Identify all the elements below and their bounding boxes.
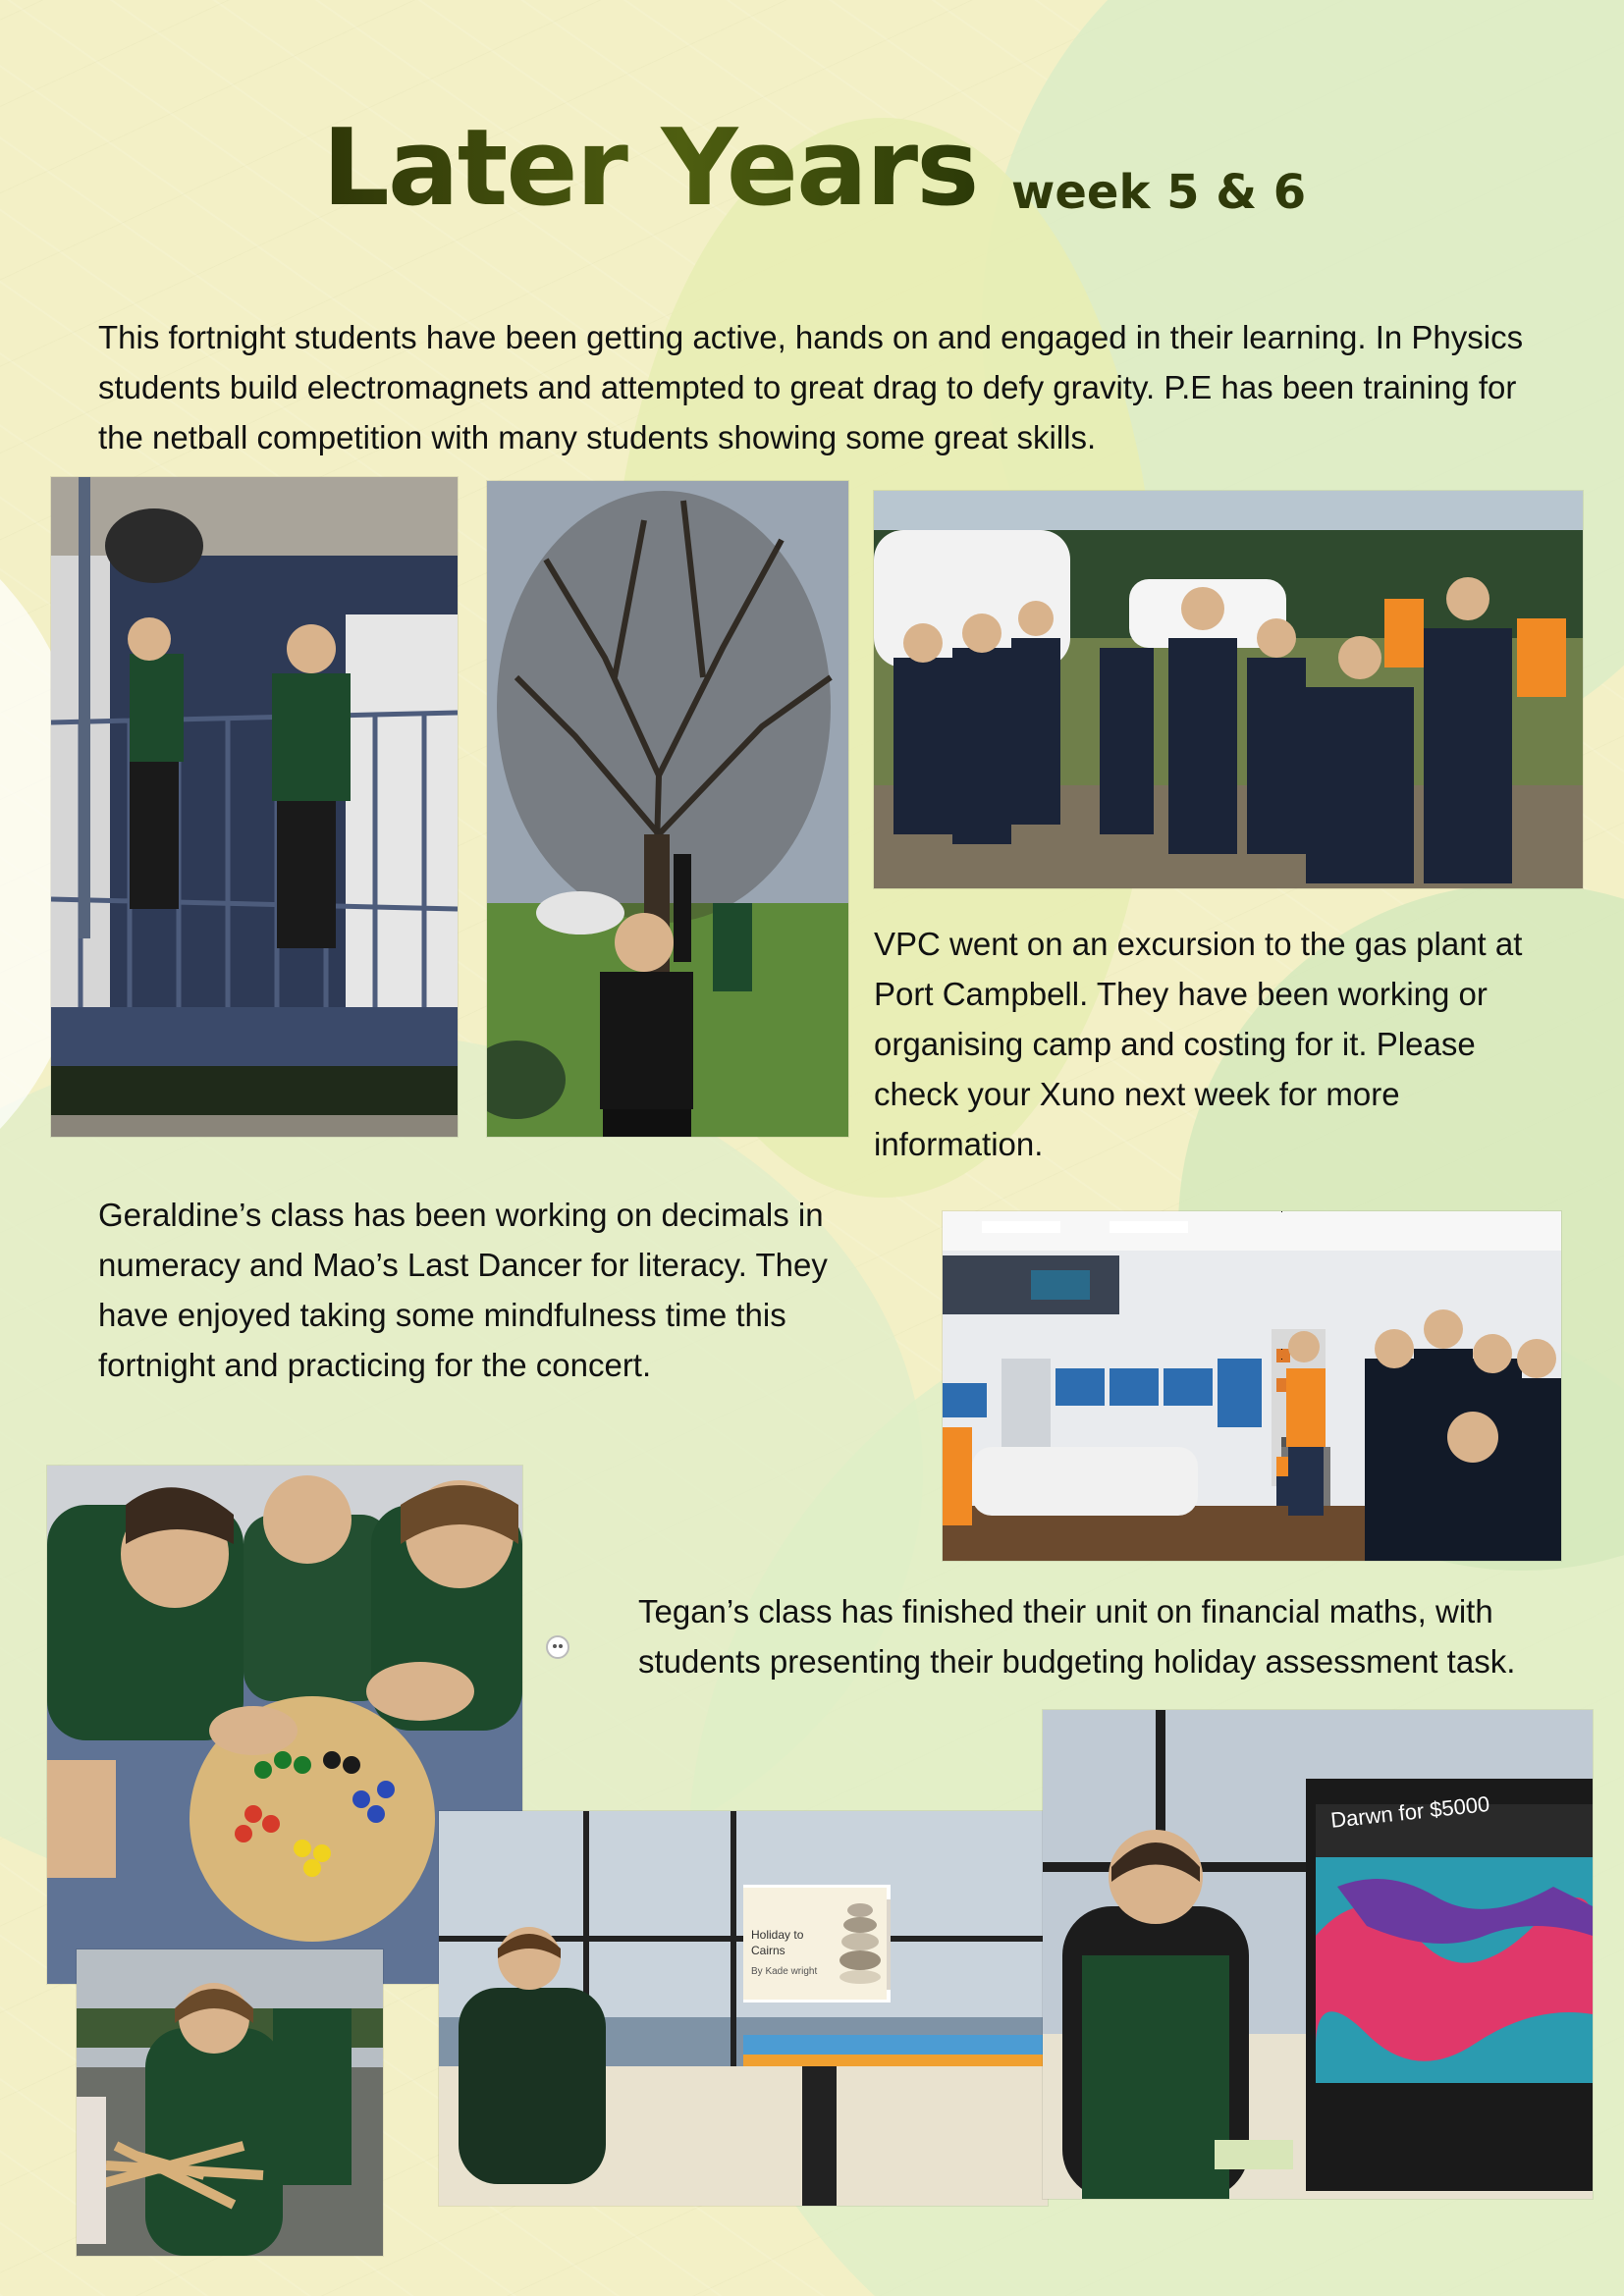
photo-holiday-cairns-presentation xyxy=(439,1811,1048,2206)
vpc-paragraph: VPC went on an excursion to the gas plant at Port Campbell. They have been working or organising camp and costing for it. Please check your Xuno next week for more information. xyxy=(874,926,1523,1162)
slide-darwin-title: Darwn for $5000 xyxy=(1329,1790,1491,1833)
smiley-icon xyxy=(546,1635,569,1659)
photo-darwin-presentation xyxy=(1043,1710,1593,2199)
photo-popsicle-structure xyxy=(77,1949,383,2256)
slide-cairns xyxy=(743,1888,887,2000)
page-title: Later Years xyxy=(322,107,978,230)
geraldine-paragraph: Geraldine’s class has been working on decimals in numeracy and Mao’s Last Dancer for literacy. They have enjoyed taking some mindfulness time this fortnight and practicing for the concert. xyxy=(98,1197,828,1383)
slide-cairns-author: By Kade wright xyxy=(751,1966,818,1977)
intro-paragraph: This fortnight students have been getting active, hands on and engaged in their learning. In Physics students build electromagnets and attempted to great drag to defy gravity. P.E has been training for the netball competition with many students showing some great skills. xyxy=(98,319,1524,455)
photo-excursion-group xyxy=(874,491,1583,888)
tegan-paragraph: Tegan’s class has finished their unit on financial maths, with students presenting their budgeting holiday assessment task. xyxy=(638,1593,1516,1680)
photo-gas-plant-control-room xyxy=(943,1211,1561,1561)
stacked-stones-icon xyxy=(839,1903,881,1986)
slide-cairns-title: Holiday to Cairns xyxy=(751,1928,804,1957)
photo-tree-pointing xyxy=(487,481,848,1137)
page-subtitle: week 5 & 6 xyxy=(1011,165,1307,220)
photo-balcony-drag-experiment xyxy=(51,477,458,1137)
